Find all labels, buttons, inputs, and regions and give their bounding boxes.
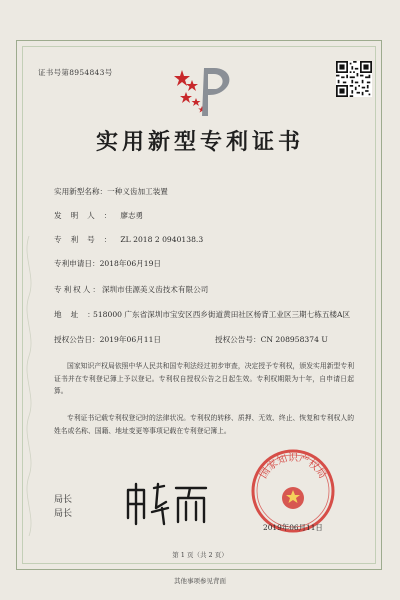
field-value: 2019年06月11日 [99, 335, 161, 344]
seal-date: 2019年06月11日 [263, 523, 323, 532]
field-value: 2018年06月19日 [99, 259, 161, 268]
field-value: 一种义齿加工装置 [107, 187, 168, 196]
director-signature [120, 478, 220, 528]
field-label: 地址： [54, 310, 104, 319]
field-value: CN 208958374 U [260, 335, 328, 344]
qr-code-icon [336, 61, 372, 97]
field-utility-model-name [54, 186, 168, 197]
field-patentee [54, 284, 208, 295]
director-title: 局长 [54, 495, 73, 505]
field-label: 发明人： [54, 211, 121, 220]
statement-paragraph: 专利证书记载专利权登记时的法律状况。专利权的转移、质押、无效、终止、恢复和专利权人的姓名或名称、国籍、地址变更等事项记载在专利登记簿上。 [54, 414, 354, 435]
certificate-number: 证书号第8954843号 [38, 68, 113, 77]
field-label: 授权公告日： [54, 335, 100, 344]
cnipa-logo-icon [168, 62, 240, 122]
field-grant-date [54, 334, 161, 345]
field-label: 专利权人： [54, 285, 102, 294]
field-label: 授权公告号： [215, 335, 261, 344]
director-label: 局长 [54, 509, 73, 519]
svg-text:国家知识产权局: 国家知识产权局 [258, 453, 328, 481]
field-inventor [54, 210, 143, 221]
field-address-value: 518000 广东省深圳市宝安区西乡街道黄田社区杨背工业区三期七栋五楼A区 [93, 310, 351, 319]
field-label: 实用新型名称： [54, 187, 108, 196]
statement-paragraph: 国家知识产权局依照中华人民共和国专利法经过初步审查，决定授予专利权，颁发实用新型专利证书并在专利登记簿上予以登记。专利权自授权公告之日起生效。专利权期限为十年，自申请日起算。 [54, 362, 354, 395]
field-filing-date [54, 258, 161, 269]
field-value: ZL 2018 2 0940138.3 [120, 235, 204, 244]
field-value: 廖志勇 [120, 211, 144, 220]
field-grant-number [215, 334, 328, 345]
border-ornament [20, 236, 38, 536]
footer-note: 其他事项参见背面 [174, 577, 226, 585]
field-value: 深圳市佳源美义齿技术有限公司 [101, 285, 209, 294]
field-patent-number [54, 234, 203, 245]
page-number: 第 1 页（共 2 页） [172, 551, 228, 559]
field-label: 专利号： [54, 235, 121, 244]
field-label: 专利申请日： [54, 259, 100, 268]
certificate-title: 实用新型专利证书 [95, 129, 304, 155]
